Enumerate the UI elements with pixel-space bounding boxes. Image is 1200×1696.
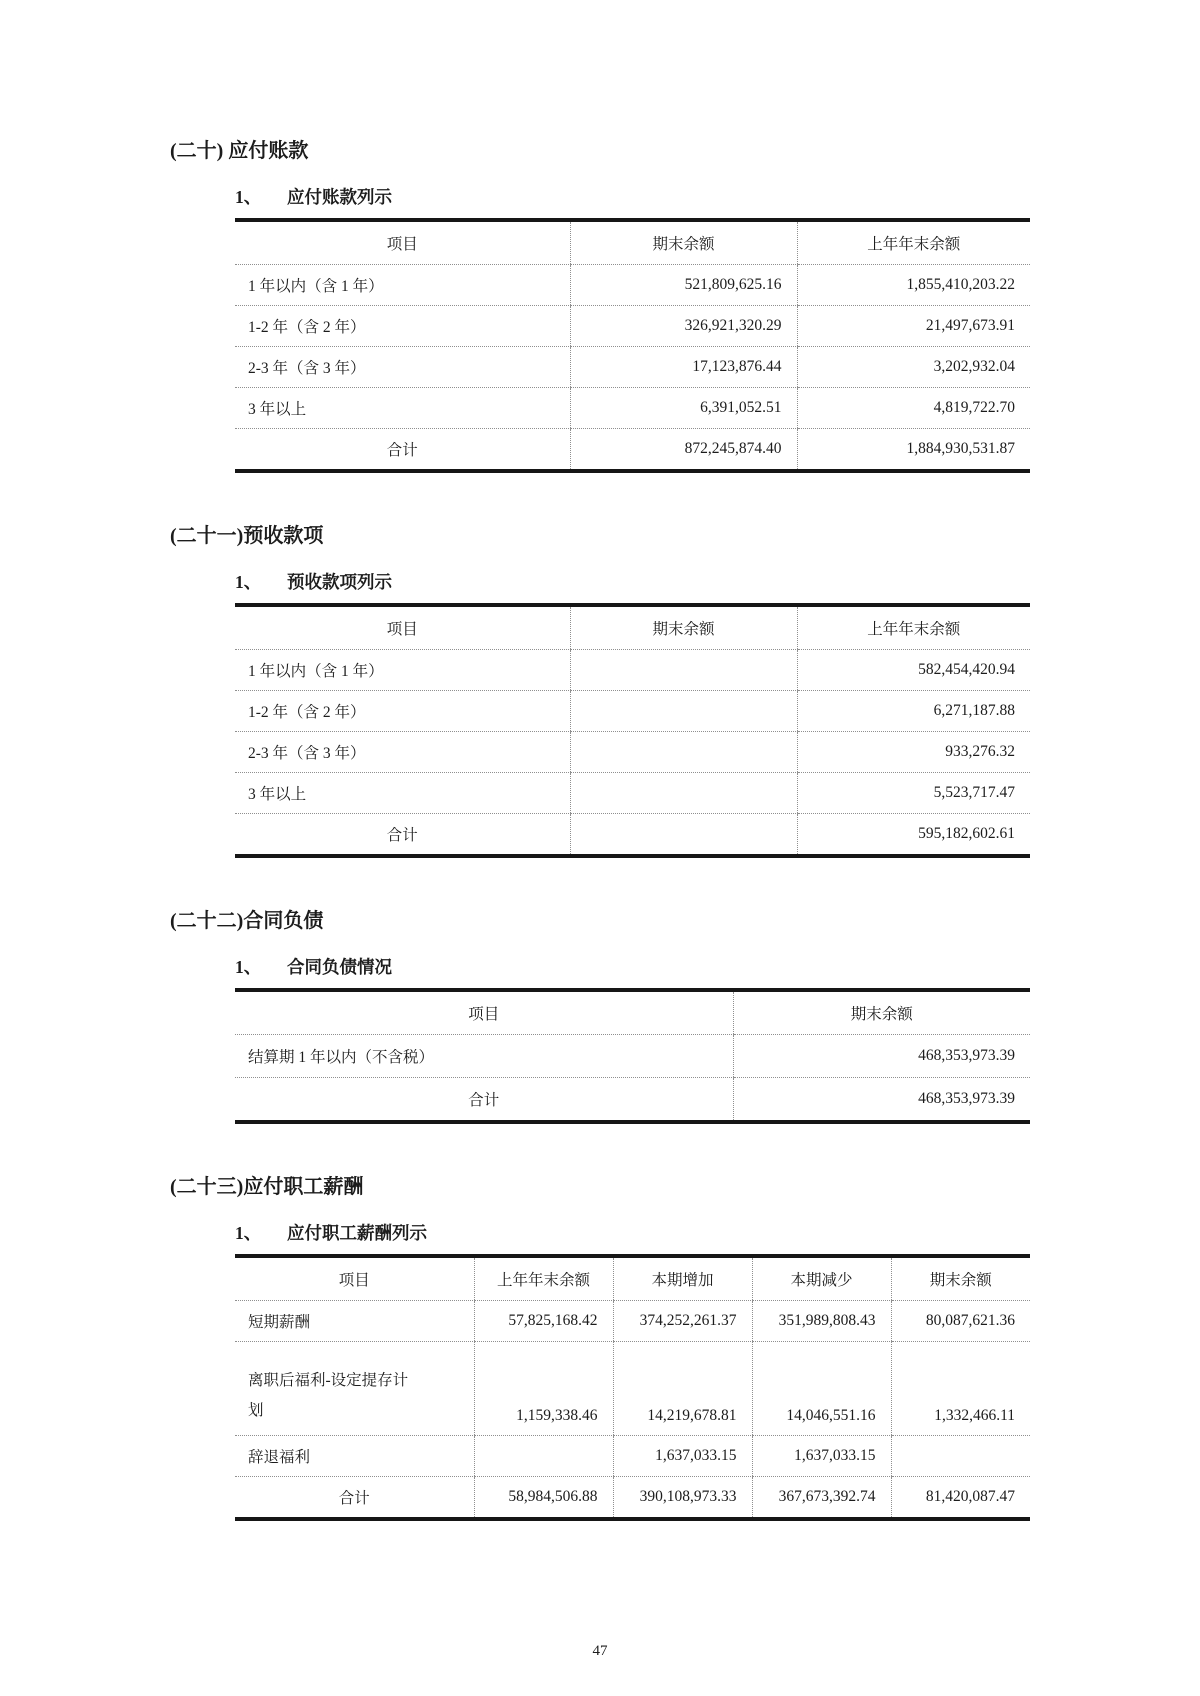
- table-row: [235, 306, 1030, 347]
- contract-liabilities-table: [235, 988, 1030, 1124]
- total-ending-balance: 468,353,973.39: [733, 1078, 1030, 1123]
- row-label: 1-2 年（含 2 年）: [235, 691, 570, 732]
- row-label: 1-2 年（含 2 年）: [235, 306, 570, 347]
- table-row: [235, 732, 1030, 773]
- column-header-ending-balance: 期末余额: [891, 1256, 1030, 1301]
- subsection-number: 1、: [235, 572, 262, 592]
- cell-prior-year-balance: 933,276.32: [797, 732, 1030, 773]
- cell-prior-year-balance: 21,497,673.91: [797, 306, 1030, 347]
- total-label: 合计: [386, 442, 418, 459]
- column-header-prior-year-balance: 上年年末余额: [797, 220, 1030, 265]
- table-row: [235, 1342, 1030, 1436]
- table-row: [235, 265, 1030, 306]
- row-label: 短期薪酬: [235, 1301, 474, 1342]
- row-label: 2-3 年（含 3 年）: [235, 347, 570, 388]
- total-period-increase: 390,108,973.33: [613, 1477, 752, 1520]
- column-header-item: 项目: [235, 990, 733, 1035]
- total-period-decrease: 367,673,392.74: [752, 1477, 891, 1520]
- column-header-item: 项目: [235, 220, 570, 265]
- section-heading-accounts-payable: (二十) 应付账款: [170, 140, 309, 162]
- cell-ending-balance: 6,391,052.51: [570, 388, 797, 429]
- subsection-title: 预收款项列示: [287, 572, 392, 592]
- cell-prior-year-balance: [474, 1436, 613, 1477]
- section-heading-employee-compensation-payable: (二十三)应付职工薪酬: [170, 1176, 364, 1198]
- column-header-item: 项目: [235, 605, 570, 650]
- row-label: 辞退福利: [235, 1436, 474, 1477]
- total-prior-year-balance: 1,884,930,531.87: [797, 429, 1030, 472]
- table-total-row: [235, 1078, 1030, 1123]
- table-total-row: [235, 1477, 1030, 1520]
- cell-ending-balance: 468,353,973.39: [733, 1035, 1030, 1078]
- cell-period-decrease: 351,989,808.43: [752, 1301, 891, 1342]
- table-row: [235, 388, 1030, 429]
- column-header-prior-year-balance: 上年年末余额: [797, 605, 1030, 650]
- cell-ending-balance: [570, 691, 797, 732]
- cell-period-increase: 1,637,033.15: [613, 1436, 752, 1477]
- table-header-row: [235, 605, 1030, 650]
- cell-ending-balance: [570, 732, 797, 773]
- cell-ending-balance: 80,087,621.36: [891, 1301, 1030, 1342]
- column-header-ending-balance: 期末余额: [733, 990, 1030, 1035]
- row-label: 3 年以上: [235, 773, 570, 814]
- column-header-ending-balance: 期末余额: [570, 220, 797, 265]
- cell-ending-balance: [570, 650, 797, 691]
- table-header-row: [235, 220, 1030, 265]
- table-total-row: [235, 814, 1030, 857]
- table-row: [235, 1436, 1030, 1477]
- table-row: [235, 650, 1030, 691]
- subsection-heading-contract-liabilities-status: [235, 957, 1200, 978]
- subsection-number: 1、: [235, 187, 262, 207]
- table-total-row: [235, 429, 1030, 472]
- subsection-heading-advances-received-list: [235, 572, 1200, 593]
- cell-prior-year-balance: 582,454,420.94: [797, 650, 1030, 691]
- total-label: 合计: [338, 1490, 370, 1507]
- accounts-payable-table: [235, 218, 1030, 473]
- subsection-title: 应付职工薪酬列示: [287, 1223, 427, 1243]
- cell-period-increase: 14,219,678.81: [613, 1342, 752, 1436]
- cell-period-increase: 374,252,261.37: [613, 1301, 752, 1342]
- cell-ending-balance: 521,809,625.16: [570, 265, 797, 306]
- cell-ending-balance: [570, 773, 797, 814]
- subsection-number: 1、: [235, 957, 262, 977]
- column-header-prior-year-balance: 上年年末余额: [474, 1256, 613, 1301]
- employee-compensation-table: [235, 1254, 1030, 1521]
- subsection-heading-employee-compensation-list: [235, 1223, 1200, 1244]
- row-label: 结算期 1 年以内（不含税）: [235, 1035, 733, 1078]
- column-header-item: 项目: [235, 1256, 474, 1301]
- column-header-period-increase: 本期增加: [613, 1256, 752, 1301]
- cell-prior-year-balance: 57,825,168.42: [474, 1301, 613, 1342]
- cell-prior-year-balance: 4,819,722.70: [797, 388, 1030, 429]
- column-header-ending-balance: 期末余额: [570, 605, 797, 650]
- table-header-row: [235, 1256, 1030, 1301]
- table-row: [235, 1301, 1030, 1342]
- row-label: 1 年以内（含 1 年）: [235, 265, 570, 306]
- table-row: [235, 347, 1030, 388]
- advances-received-table: [235, 603, 1030, 858]
- page-number: 47: [592, 1643, 608, 1659]
- cell-ending-balance: 326,921,320.29: [570, 306, 797, 347]
- table-row: [235, 773, 1030, 814]
- table-header-row: [235, 990, 1030, 1035]
- table-row: [235, 1035, 1030, 1078]
- subsection-title: 应付账款列示: [287, 187, 392, 207]
- cell-prior-year-balance: 1,855,410,203.22: [797, 265, 1030, 306]
- subsection-title: 合同负债情况: [287, 957, 392, 977]
- row-label: 离职后福利-设定提存计划: [235, 1342, 474, 1436]
- row-label: 2-3 年（含 3 年）: [235, 732, 570, 773]
- total-prior-year-balance: 595,182,602.61: [797, 814, 1030, 857]
- section-heading-contract-liabilities: (二十二)合同负债: [170, 910, 324, 932]
- table-row: [235, 691, 1030, 732]
- cell-prior-year-balance: 6,271,187.88: [797, 691, 1030, 732]
- cell-period-decrease: 1,637,033.15: [752, 1436, 891, 1477]
- cell-period-decrease: 14,046,551.16: [752, 1342, 891, 1436]
- section-heading-advances-received: (二十一)预收款项: [170, 525, 324, 547]
- row-label: 1 年以内（含 1 年）: [235, 650, 570, 691]
- cell-ending-balance: [891, 1436, 1030, 1477]
- cell-prior-year-balance: 5,523,717.47: [797, 773, 1030, 814]
- cell-ending-balance: 17,123,876.44: [570, 347, 797, 388]
- cell-ending-balance: 1,332,466.11: [891, 1342, 1030, 1436]
- total-label: 合计: [386, 827, 418, 844]
- total-ending-balance: 81,420,087.47: [891, 1477, 1030, 1520]
- total-prior-year-balance: 58,984,506.88: [474, 1477, 613, 1520]
- cell-prior-year-balance: 1,159,338.46: [474, 1342, 613, 1436]
- total-ending-balance: 872,245,874.40: [570, 429, 797, 472]
- row-label: 3 年以上: [235, 388, 570, 429]
- column-header-period-decrease: 本期减少: [752, 1256, 891, 1301]
- subsection-number: 1、: [235, 1223, 262, 1243]
- cell-prior-year-balance: 3,202,932.04: [797, 347, 1030, 388]
- total-label: 合计: [468, 1092, 500, 1109]
- total-ending-balance: [570, 814, 797, 857]
- subsection-heading-accounts-payable-list: [235, 187, 1200, 208]
